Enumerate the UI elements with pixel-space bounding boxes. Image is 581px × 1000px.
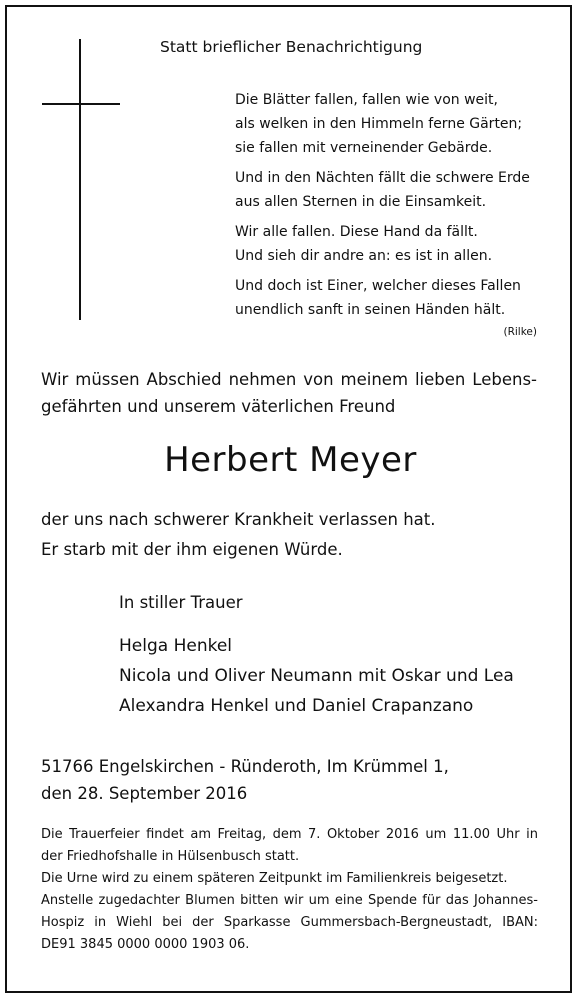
intro-text bbox=[41, 366, 537, 420]
poem-line: Und doch ist Einer, welcher dieses Fallen bbox=[235, 278, 521, 294]
details-line: der Friedhofshalle in Hülsenbusch statt. bbox=[41, 849, 300, 864]
details-line: DE91 3845 0000 0000 1903 06. bbox=[41, 937, 250, 952]
mourner-name: Alexandra Henkel und Daniel Crapanzano bbox=[119, 696, 474, 716]
service-details bbox=[41, 824, 538, 956]
details-line: Die Trauerfeier findet am Freitag, dem 7. Oktober 2016 um 11.00 Uhr in bbox=[41, 827, 538, 842]
poem-line: Wir alle fallen. Diese Hand da fällt. bbox=[235, 224, 478, 240]
poem-line: sie fallen mit verneinender Gebärde. bbox=[235, 140, 493, 156]
poem-stanza bbox=[235, 274, 545, 322]
passed-line: der uns nach schwerer Krankheit verlassen hat. bbox=[41, 510, 436, 529]
cross-icon-bar bbox=[42, 103, 120, 105]
poem-stanza bbox=[235, 220, 545, 268]
poem-stanza bbox=[235, 166, 545, 214]
poem-line: Die Blätter fallen, fallen wie von weit, bbox=[235, 92, 498, 108]
poem-line: aus allen Sternen in die Einsamkeit. bbox=[235, 194, 487, 210]
headline: Statt brieflicher Benachrichtigung bbox=[160, 38, 423, 56]
address-block bbox=[41, 753, 449, 807]
poem-line: Und sieh dir andre an: es ist in allen. bbox=[235, 248, 493, 264]
intro-line: gefährten und unserem väterlichen Freund bbox=[41, 397, 396, 416]
poem-line: Und in den Nächten fällt die schwere Erde bbox=[235, 170, 530, 186]
poem-stanza bbox=[235, 88, 545, 160]
details-line: Hospiz in Wiehl bei der Sparkasse Gummersbach-Bergneustadt, IBAN: bbox=[41, 915, 538, 930]
cross-icon bbox=[79, 39, 81, 320]
details-line: Anstelle zugedachter Blumen bitten wir um eine Spende für das Johannes- bbox=[41, 893, 538, 908]
mourners-list bbox=[119, 631, 514, 721]
mourner-name: Helga Henkel bbox=[119, 636, 233, 656]
deceased-name: Herbert Meyer bbox=[164, 440, 417, 480]
passed-text bbox=[41, 505, 436, 565]
mourning-label: In stiller Trauer bbox=[119, 593, 243, 612]
poem-author: (Rilke) bbox=[503, 326, 537, 338]
intro-line: Wir müssen Abschied nehmen von meinem lieben Lebens- bbox=[41, 370, 537, 389]
date-line: den 28. September 2016 bbox=[41, 784, 248, 803]
mourner-name: Nicola und Oliver Neumann mit Oskar und Lea bbox=[119, 666, 514, 686]
details-line: Die Urne wird zu einem späteren Zeitpunkt im Familienkreis beigesetzt. bbox=[41, 871, 508, 886]
passed-line: Er starb mit der ihm eigenen Würde. bbox=[41, 540, 343, 559]
address-line: 51766 Engelskirchen - Ründeroth, Im Krümmel 1, bbox=[41, 757, 449, 776]
poem-line: unendlich sanft in seinen Händen hält. bbox=[235, 302, 506, 318]
poem bbox=[235, 88, 545, 328]
poem-line: als welken in den Himmeln ferne Gärten; bbox=[235, 116, 523, 132]
